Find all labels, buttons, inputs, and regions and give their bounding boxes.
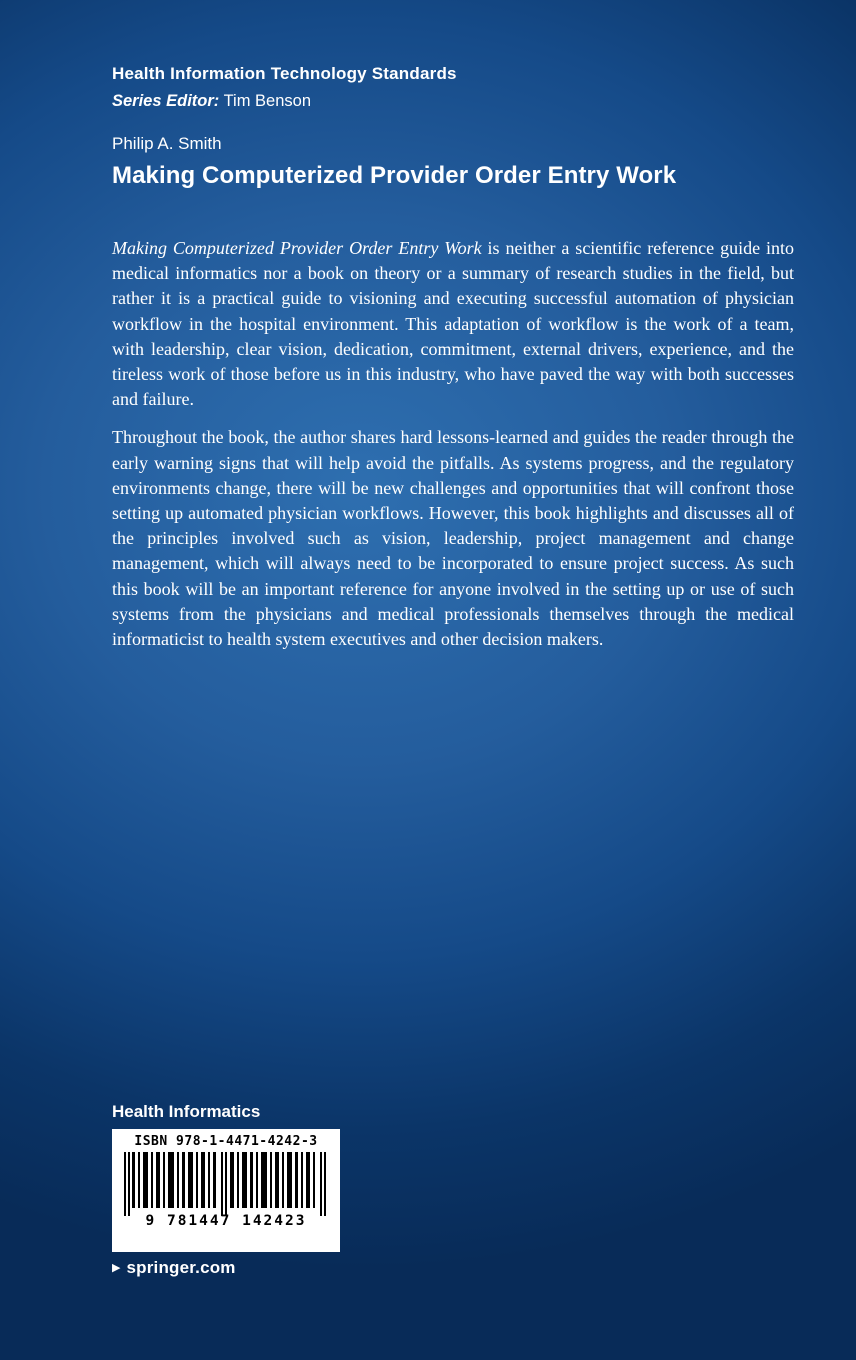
series-title: Health Information Technology Standards [112, 64, 457, 83]
blurb-title-italic: Making Computerized Provider Order Entry Work [112, 238, 482, 258]
series-editor-name: Tim Benson [223, 92, 312, 110]
arrow-right-icon: ▶ [112, 1261, 121, 1274]
barcode-digits: 9 781447 142423 [145, 1213, 307, 1229]
back-cover-blurb [112, 236, 794, 665]
book-title: Making Computerized Provider Order Entry Work [112, 162, 677, 189]
blurb-paragraph-1-text: is neither a scientific reference guide into medical informatics nor a book on theory or a summary of research studies in the field, but rather it is a practical guide to visioning and executing successful automation of physician workflow in the hospital environment. This adaptation of workflow is the work of a team, with leadership, clear vision, dedication, commitment, external drivers, experience, and the tireless work of those before us in this industry, who have paved the way with both successes and failure. [112, 238, 794, 410]
series-editor-label: Series Editor: [112, 92, 220, 110]
barcode-icon [124, 1152, 328, 1216]
series-editor-line [112, 92, 311, 111]
blurb-paragraph-2: Throughout the book, the author shares hard lessons-learned and guides the reader through the early warning signs that will help avoid the pitfalls. As systems progress, and the regulatory environments change, there will be new challenges and opportunities that will confront those setting up automated physician workflows. However, this book highlights and discusses all of the principles involved such as vision, leadership, project management and change management, which will always need to be incorporated to ensure project success. As such this book will be an important reference for anyone involved in the setting up or use of such systems from the physicians and medical professionals themselves through the medical informaticist to health system executives and other decision makers. [112, 427, 794, 650]
blurb-paragraph-1 [112, 236, 794, 412]
isbn-label: ISBN 978-1-4471-4242-3 [134, 1134, 318, 1149]
publisher-line [112, 1258, 236, 1278]
author-name: Philip A. Smith [112, 134, 222, 153]
publisher-url: springer.com [126, 1258, 236, 1277]
category-label: Health Informatics [112, 1102, 261, 1121]
barcode-panel [112, 1129, 340, 1252]
